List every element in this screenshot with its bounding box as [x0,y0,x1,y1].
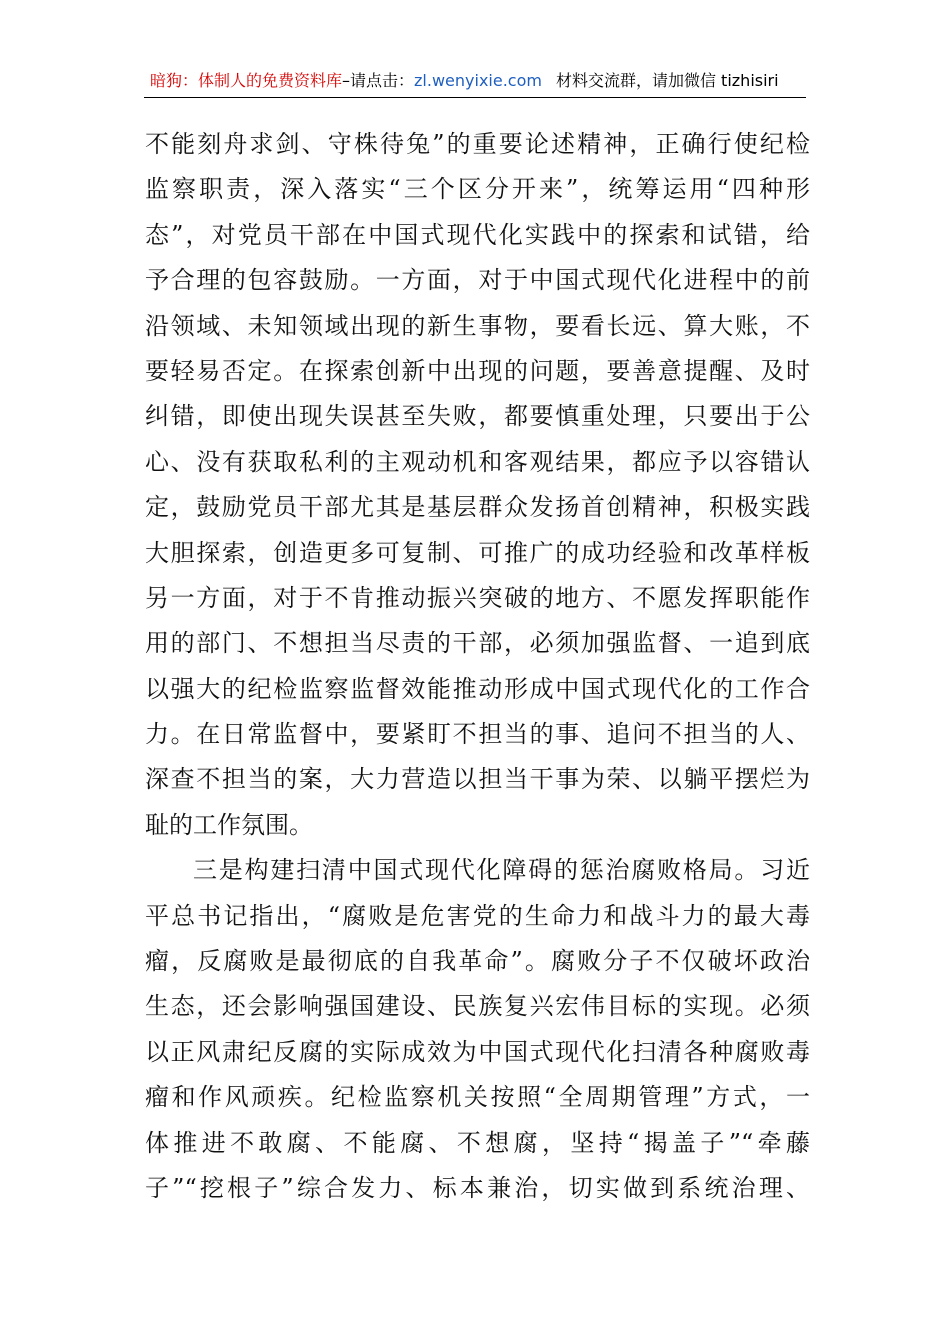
header-wechat-note: 材料交流群，请加微信 tizhisiri [555,71,779,90]
text-line: 态”，对党员干部在中国式现代化实践中的探索和试错，给 [145,220,810,249]
document-body [145,122,810,1211]
header-divider [144,97,806,98]
text-line: 要轻易否定。在探索创新中出现的问题，要善意提醒、及时 [145,356,810,385]
text-line: 以正风肃纪反腐的实际成效为中国式现代化扫清各种腐败毒 [145,1037,810,1066]
text-line: 瘤，反腐败是最彻底的自我革命”。腐败分子不仅破坏政治 [145,947,810,976]
text-line: 沿领域、未知领域出现的新生事物，要看长远、算大账，不 [145,311,810,340]
text-line: 定，鼓励党员干部尤其是基层群众发扬首创精神，积极实践 [145,493,810,522]
text-line: 纠错，即使出现失误甚至失败，都要慎重处理，只要出于公 [145,402,810,431]
header-prompt: –请点击： [342,71,415,90]
text-line: 瘤和作风顽疾。纪检监察机关按照“全周期管理”方式，一 [145,1083,810,1112]
text-line: 不能刻舟求剑、守株待兔”的重要论述精神，正确行使纪检 [145,130,810,158]
text-line: 耻的工作氛围。 [145,810,313,839]
header-brand: 暗狗：体制人的免费资料库 [150,71,343,90]
text-line: 深查不担当的案，大力营造以担当干事为荣、以躺平摆烂为 [145,765,810,794]
section-heading-line: 三是构建扫清中国式现代化障碍的惩治腐败格局。习近 [193,856,810,885]
text-line: 力。在日常监督中，要紧盯不担当的事、追问不担当的人、 [145,720,810,749]
header-link[interactable]: zl.wenyixie.com [414,71,542,90]
text-line: 另一方面，对于不肯推动振兴突破的地方、不愿发挥职能作 [145,583,810,612]
text-line: 平总书记指出，“腐败是危害党的生命力和战斗力的最大毒 [145,901,810,930]
text-line: 予合理的包容鼓励。一方面，对于中国式现代化进程中的前 [145,266,810,295]
text-line: 体推进不敢腐、不能腐、不想腐，坚持“揭盖子”“牵藤 [145,1128,810,1157]
page-header [150,68,805,94]
text-line: 心、没有获取私利的主观动机和客观结果，都应予以容错认 [145,447,810,476]
text-line: 以强大的纪检监察监督效能推动形成中国式现代化的工作合 [145,674,810,703]
text-line: 生态，还会影响强国建设、民族复兴宏伟目标的实现。必须 [145,992,810,1021]
text-line: 监察职责，深入落实“三个区分开来”，统筹运用“四种形 [145,175,810,204]
text-line: 子”“挖根子”综合发力、标本兼治，切实做到系统治理、 [145,1173,810,1202]
text-line: 大胆探索，创造更多可复制、可推广的成功经验和改革样板 [145,538,810,567]
text-line: 用的部门、不想担当尽责的干部，必须加强监督、一追到底 [145,629,810,658]
